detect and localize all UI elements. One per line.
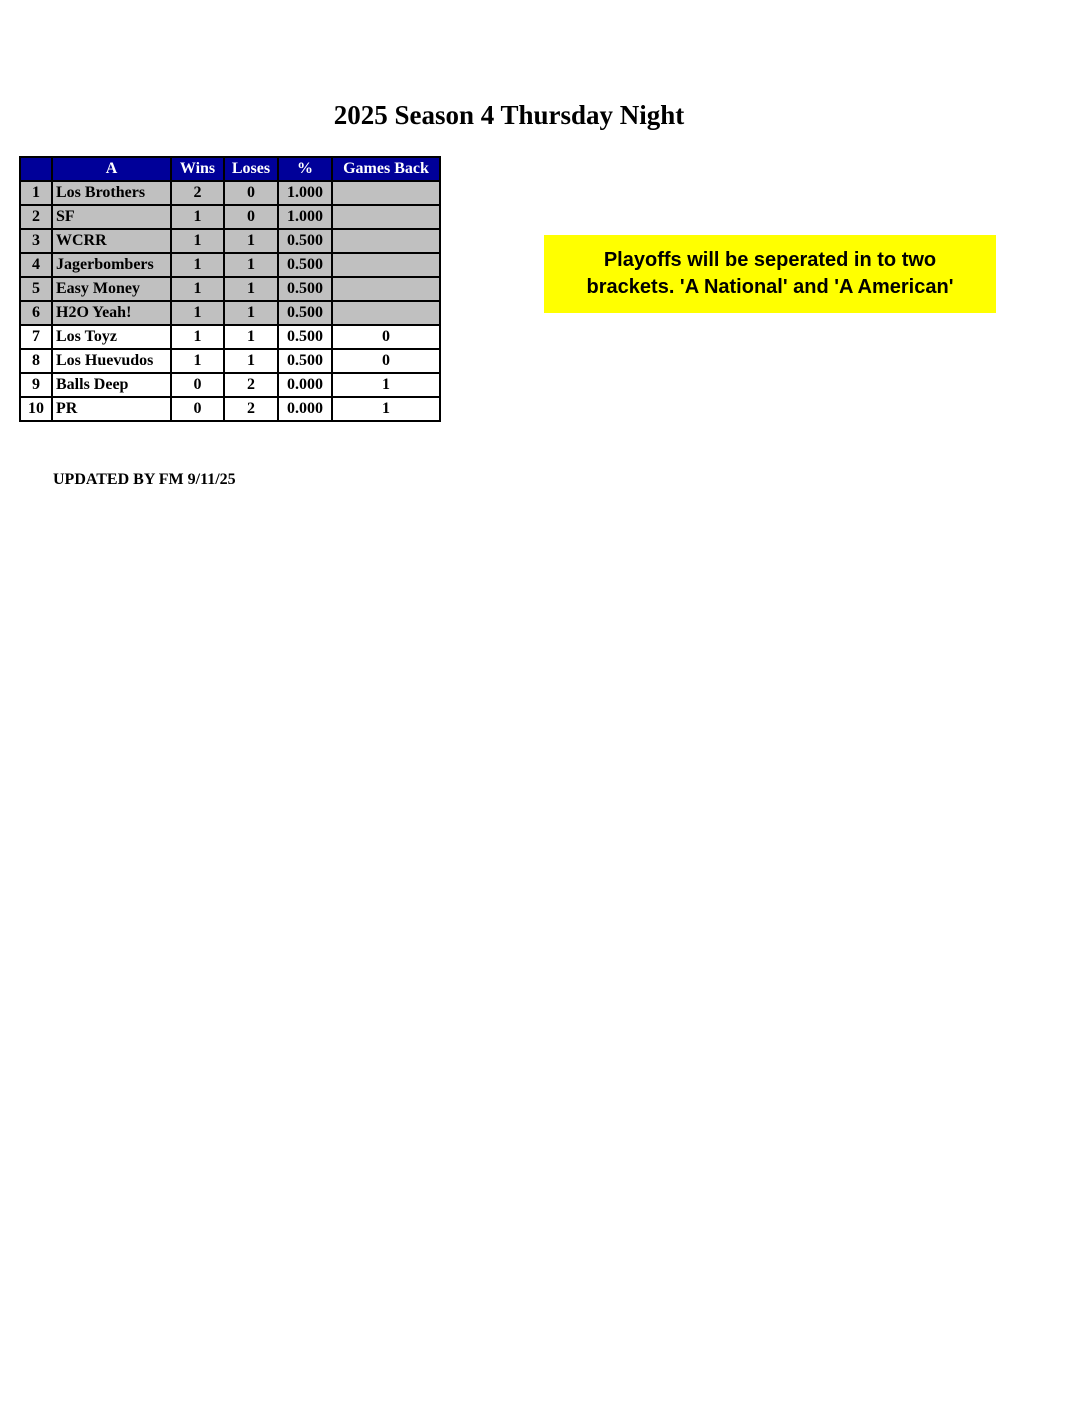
cell-loses: 1 — [224, 301, 278, 325]
cell-team: Los Toyz — [52, 325, 171, 349]
cell-loses: 1 — [224, 325, 278, 349]
cell-pct: 0.500 — [278, 253, 332, 277]
header-team: A — [52, 157, 171, 181]
cell-team: H2O Yeah! — [52, 301, 171, 325]
table-row — [20, 301, 440, 325]
cell-loses: 1 — [224, 229, 278, 253]
cell-team: Jagerbombers — [52, 253, 171, 277]
page-title: 2025 Season 4 Thursday Night — [333, 100, 685, 130]
cell-games-back — [332, 277, 440, 301]
table-row — [20, 397, 440, 421]
cell-wins: 1 — [171, 205, 224, 229]
table-row — [20, 277, 440, 301]
playoffs-note — [544, 235, 996, 313]
playoffs-note-line-2: brackets. 'A National' and 'A American' — [586, 276, 954, 298]
cell-rank: 7 — [20, 325, 52, 349]
table-row — [20, 253, 440, 277]
cell-games-back: 1 — [332, 373, 440, 397]
cell-pct: 0.500 — [278, 325, 332, 349]
cell-loses: 2 — [224, 373, 278, 397]
cell-loses: 1 — [224, 277, 278, 301]
header-wins: Wins — [171, 157, 224, 181]
cell-rank: 8 — [20, 349, 52, 373]
cell-wins: 1 — [171, 253, 224, 277]
cell-games-back — [332, 229, 440, 253]
table-row — [20, 373, 440, 397]
cell-wins: 1 — [171, 325, 224, 349]
cell-rank: 2 — [20, 205, 52, 229]
cell-wins: 1 — [171, 229, 224, 253]
cell-team: Balls Deep — [52, 373, 171, 397]
header-rank — [20, 157, 52, 181]
updated-note: UPDATED BY FM 9/11/25 — [53, 471, 236, 488]
cell-pct: 0.000 — [278, 397, 332, 421]
cell-rank: 9 — [20, 373, 52, 397]
cell-pct: 1.000 — [278, 181, 332, 205]
table-row — [20, 205, 440, 229]
cell-rank: 10 — [20, 397, 52, 421]
cell-wins: 0 — [171, 373, 224, 397]
cell-team: SF — [52, 205, 171, 229]
cell-team: Los Brothers — [52, 181, 171, 205]
cell-wins: 1 — [171, 277, 224, 301]
cell-games-back: 1 — [332, 397, 440, 421]
cell-wins: 0 — [171, 397, 224, 421]
cell-games-back — [332, 301, 440, 325]
cell-pct: 0.000 — [278, 373, 332, 397]
cell-team: Los Huevudos — [52, 349, 171, 373]
table-row — [20, 229, 440, 253]
cell-games-back — [332, 253, 440, 277]
cell-loses: 2 — [224, 397, 278, 421]
cell-pct: 0.500 — [278, 229, 332, 253]
cell-rank: 1 — [20, 181, 52, 205]
cell-rank: 6 — [20, 301, 52, 325]
table-row — [20, 349, 440, 373]
cell-pct: 0.500 — [278, 277, 332, 301]
cell-games-back: 0 — [332, 325, 440, 349]
cell-pct: 0.500 — [278, 301, 332, 325]
cell-rank: 5 — [20, 277, 52, 301]
cell-pct: 0.500 — [278, 349, 332, 373]
cell-team: PR — [52, 397, 171, 421]
cell-rank: 3 — [20, 229, 52, 253]
cell-games-back — [332, 205, 440, 229]
standings-table — [19, 156, 441, 422]
header-loses: Loses — [224, 157, 278, 181]
cell-wins: 2 — [171, 181, 224, 205]
cell-games-back: 0 — [332, 349, 440, 373]
cell-loses: 0 — [224, 205, 278, 229]
cell-wins: 1 — [171, 349, 224, 373]
header-pct: % — [278, 157, 332, 181]
cell-rank: 4 — [20, 253, 52, 277]
cell-loses: 1 — [224, 253, 278, 277]
cell-games-back — [332, 181, 440, 205]
standings-header-row — [20, 157, 440, 181]
table-row — [20, 181, 440, 205]
cell-team: Easy Money — [52, 277, 171, 301]
header-games-back: Games Back — [332, 157, 440, 181]
cell-team: WCRR — [52, 229, 171, 253]
cell-loses: 1 — [224, 349, 278, 373]
table-row — [20, 325, 440, 349]
playoffs-note-line-1: Playoffs will be seperated in to two — [603, 249, 937, 271]
cell-pct: 1.000 — [278, 205, 332, 229]
standings-body — [20, 181, 440, 421]
cell-loses: 0 — [224, 181, 278, 205]
cell-wins: 1 — [171, 301, 224, 325]
